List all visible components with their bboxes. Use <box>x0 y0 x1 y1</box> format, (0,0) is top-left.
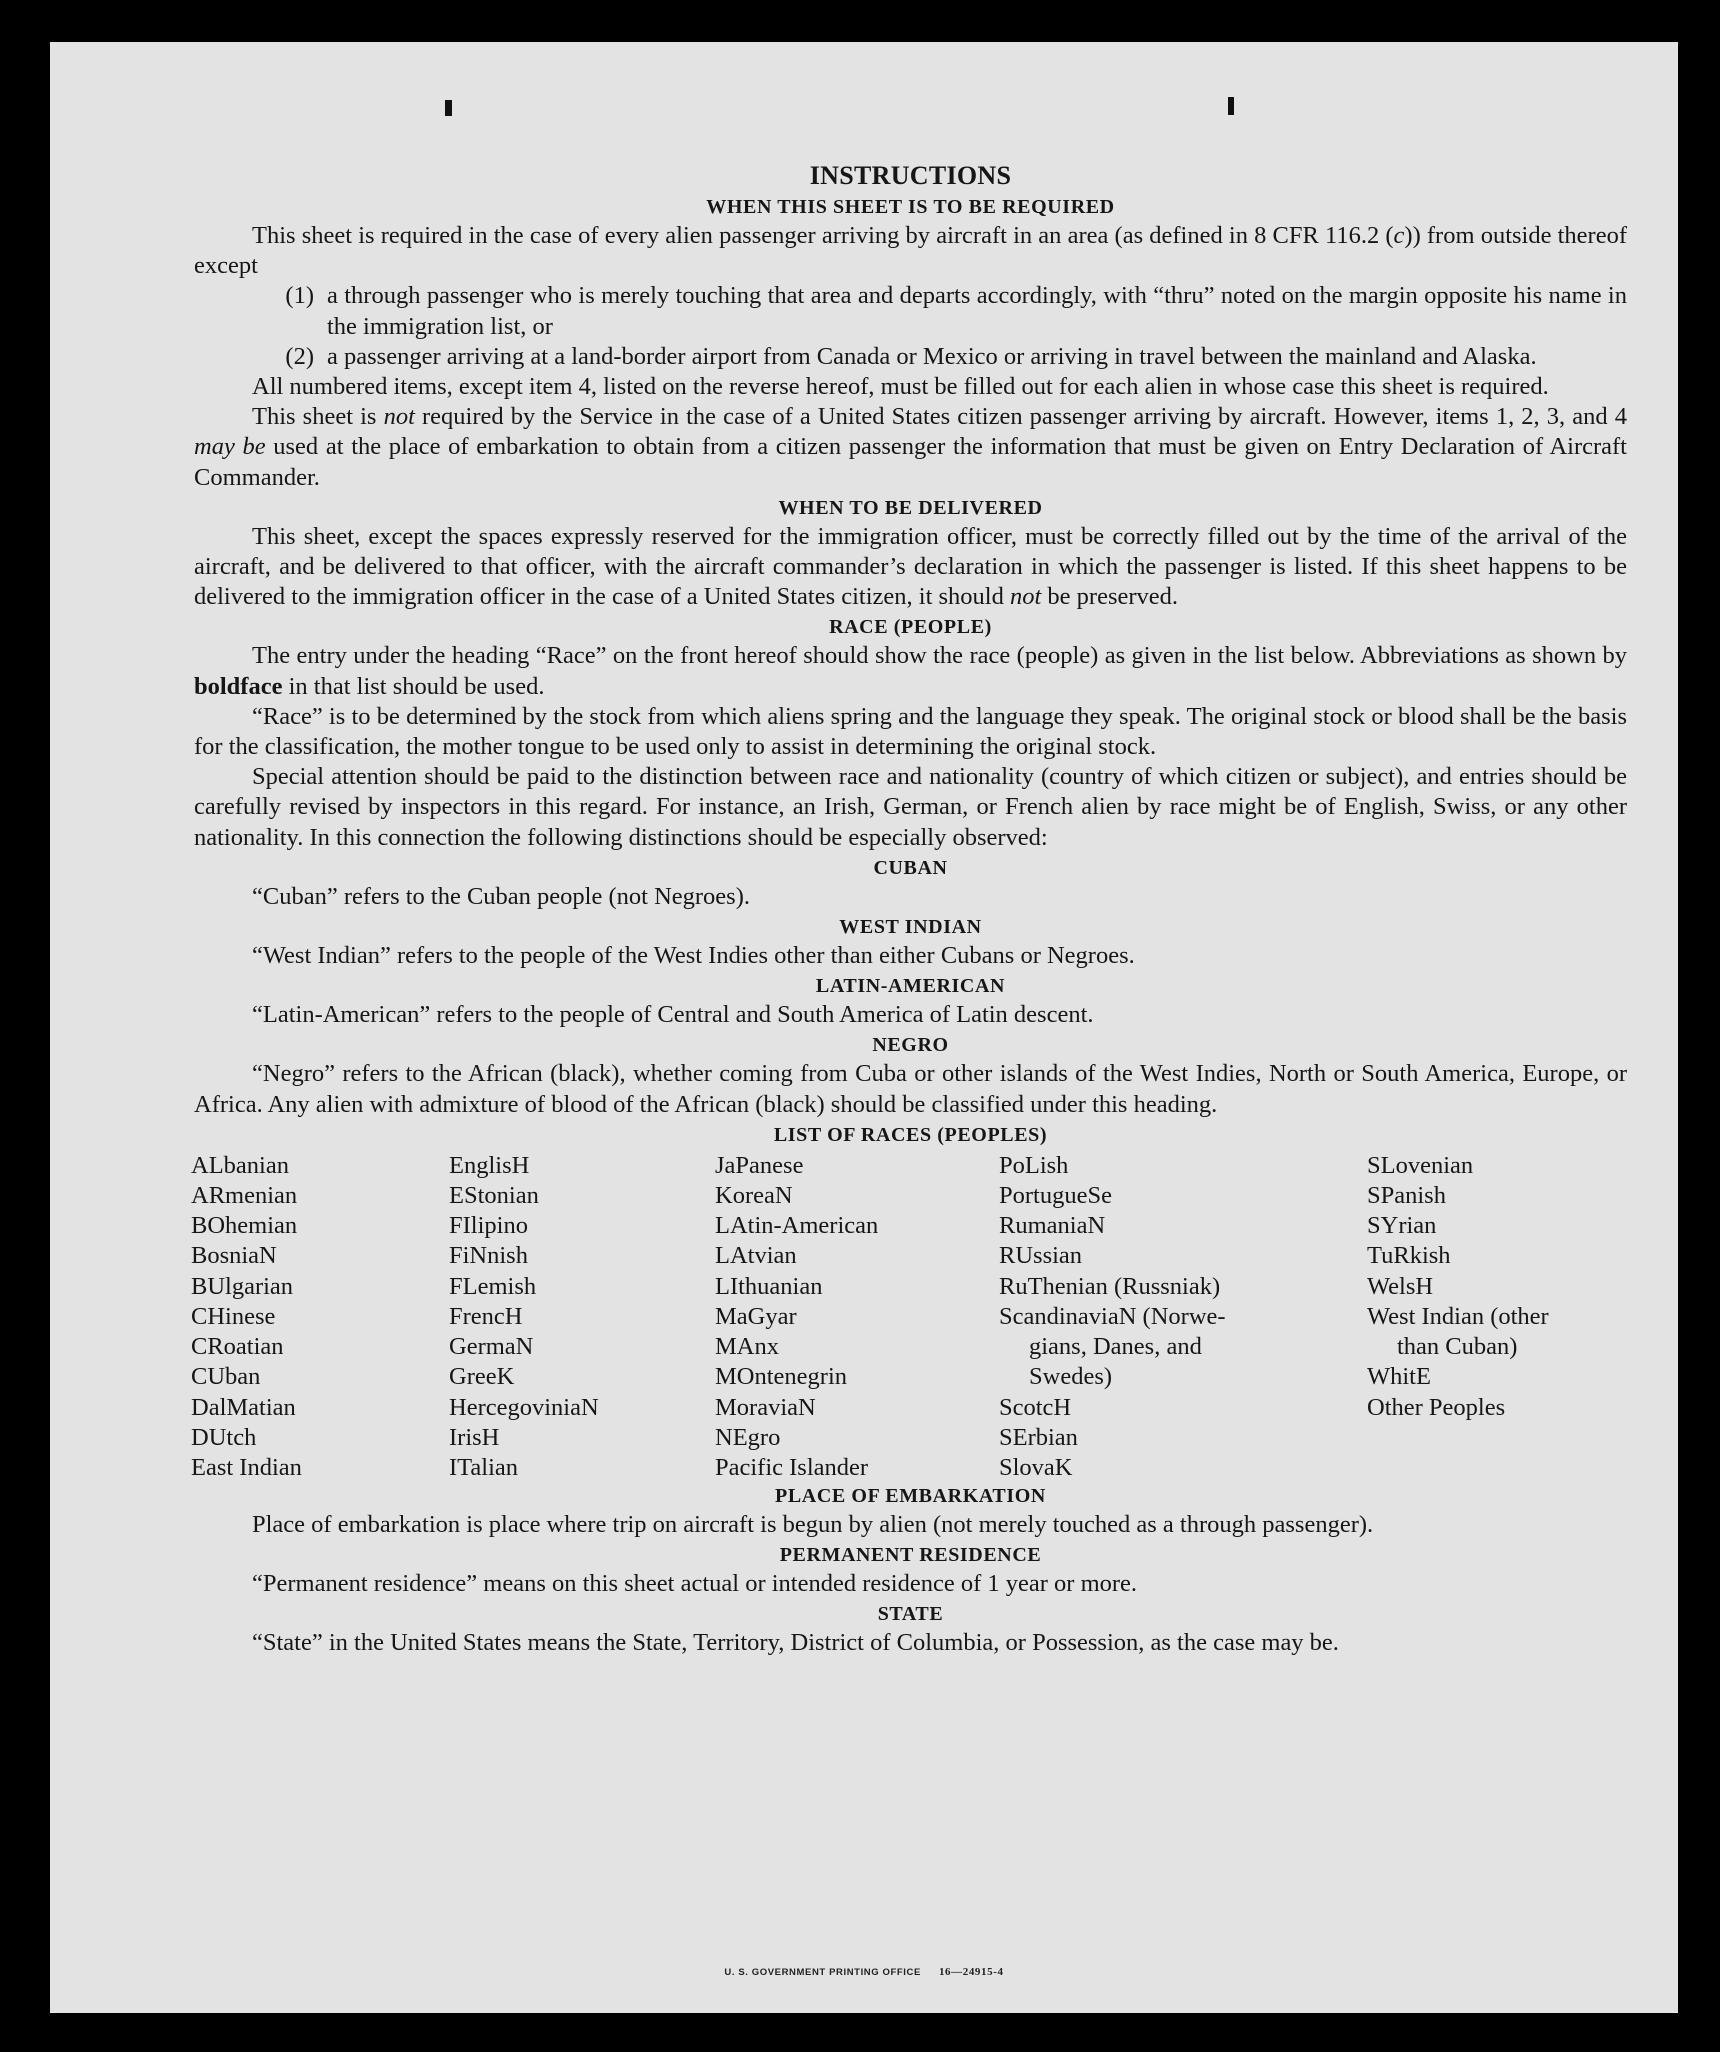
text-run: Special attention should be paid to the distinction between race and nationality (country of which citizen or subject), and entries should be carefully revised by inspectors in this regard. For instance, an Irish, German, or French alien by race might be of English, Swiss, or any other nationality. In this connection the following distinctions should be especially observed: <box>194 763 1627 851</box>
text-run: This sheet, except the spaces expressly reserved for the immigration officer, must be correctly filled out by the time of the arrival of the aircraft, and be delivered to that officer, with the aircraft commander’s declaration in which the passenger is listed. If this sheet happens to be delivered to the immigration officer in the case of a United States citizen, it should <box>194 522 1627 611</box>
race-entry: LAtin-American <box>715 1212 879 1240</box>
section-heading: STATE <box>877 1603 944 1626</box>
race-entry: PoLish <box>999 1151 1069 1179</box>
italic-text: may be <box>194 433 266 461</box>
race-entry: HercegoviniaN <box>449 1393 599 1421</box>
race-entry: IrisH <box>449 1423 500 1451</box>
paragraph <box>194 1000 1627 1030</box>
text-run: “Race” is to be determined by the stock from which aliens spring and the language they speak. The original stock or blood shall be the basis for the classification, the mother tongue to be used only to assist in determining the original stock. <box>194 702 1627 761</box>
race-entry: WelsH <box>1367 1272 1434 1300</box>
section-heading: WHEN TO BE DELIVERED <box>778 496 1043 519</box>
race-entry: FIlipino <box>449 1212 528 1240</box>
race-entry: RuThenian (Russniak) <box>999 1272 1221 1300</box>
race-entry: GreeK <box>449 1363 515 1391</box>
race-column <box>449 1151 599 1483</box>
text-run: required by the Service in the case of a United States citizen passenger arriving by aircraft. However, items 1, 2, 3, and 4 <box>414 403 1627 431</box>
race-column <box>1367 1151 1549 1423</box>
page-title: INSTRUCTIONS <box>809 161 1012 190</box>
race-entry: ScotcH <box>999 1393 1072 1421</box>
race-entry: BUlgarian <box>191 1272 294 1300</box>
race-entry: MaGyar <box>715 1302 797 1330</box>
race-entry: GermaN <box>449 1333 534 1361</box>
paragraph <box>194 702 1627 762</box>
race-entry: ITalian <box>449 1453 519 1481</box>
text-run: used at the place of embarkation to obtain from a citizen passenger the information that must be given on Entry Declaration of Aircraft Commander. <box>194 433 1627 491</box>
race-entry: EStonian <box>449 1182 539 1210</box>
race-entry: JaPanese <box>715 1151 804 1179</box>
section-heading: LATIN-AMERICAN <box>815 975 1006 998</box>
race-entry: SYrian <box>1367 1212 1437 1240</box>
exception-text: a passenger arriving at a land-border airport from Canada or Mexico or arriving in travel between the mainland and Alaska. <box>327 342 1537 370</box>
exception-text: a through passenger who is merely touching that area and departs accordingly, with “thru” noted on the margin opposite his name in the immigration list, or <box>327 282 1627 340</box>
race-entry: SlovaK <box>999 1453 1073 1481</box>
race-column <box>715 1151 878 1483</box>
italic-text: not <box>383 403 415 431</box>
text-run: Place of embarkation is place where trip on aircraft is begun by alien (not merely touched as a through passenger). <box>252 1510 1374 1538</box>
paragraph <box>194 1059 1627 1119</box>
text-run: “Negro” refers to the African (black), whether coming from Cuba or other islands of the West Indies, North or South America, Europe, or Africa. Any alien with admixture of blood of the African (black) should be classified under this heading. <box>194 1060 1627 1118</box>
text-run: This sheet is <box>252 403 384 431</box>
sections-after-list <box>194 1482 1627 1659</box>
section-heading: RACE (PEOPLE) <box>829 616 992 639</box>
race-entry: LIthuanian <box>715 1272 823 1300</box>
text-run: All numbered items, except item 4, listed on the reverse hereof, must be filled out for each alien in whose case this sheet is required. <box>252 373 1549 401</box>
sections-before-list <box>194 193 1627 1120</box>
race-entry: MOntenegrin <box>715 1363 847 1391</box>
race-column <box>191 1151 302 1483</box>
race-entry: FrencH <box>449 1302 523 1330</box>
punch-mark <box>1228 97 1234 115</box>
paragraph <box>194 941 1627 971</box>
document-page <box>50 42 1678 2013</box>
race-entry: FLemish <box>449 1272 537 1300</box>
section-heading: PERMANENT RESIDENCE <box>779 1544 1042 1567</box>
race-entry: SErbian <box>999 1423 1078 1451</box>
printer-imprint: U. S. GOVERNMENT PRINTING OFFICE <box>724 1967 921 1978</box>
race-entry: RumaniaN <box>999 1212 1106 1240</box>
printer-footer <box>50 1966 1678 1978</box>
race-entry: LAtvian <box>715 1242 797 1270</box>
races-heading: LIST OF RACES (PEOPLES) <box>773 1123 1048 1146</box>
text-run: “State” in the United States means the State, Territory, District of Columbia, or Possession, as the case may be. <box>252 1629 1339 1657</box>
race-entry: Pacific Islander <box>715 1453 869 1481</box>
race-entry: CHinese <box>191 1302 276 1330</box>
section-heading: PLACE OF EMBARKATION <box>775 1484 1046 1507</box>
race-entry: DUtch <box>191 1423 257 1451</box>
paragraph <box>194 882 1627 912</box>
race-entry: CUban <box>191 1363 261 1391</box>
race-entry: ALbanian <box>191 1151 289 1179</box>
punch-mark <box>445 100 452 116</box>
race-entry: TuRkish <box>1367 1242 1451 1270</box>
bold-text: boldface <box>194 672 283 700</box>
race-entry: Swedes) <box>1029 1363 1113 1391</box>
race-column <box>999 1151 1226 1483</box>
races-list <box>191 1151 1627 1481</box>
italic-text: c <box>1393 222 1405 249</box>
race-entry: EnglisH <box>449 1151 530 1179</box>
section-heading: WHEN THIS SHEET IS TO BE REQUIRED <box>706 196 1115 218</box>
italic-text: not <box>1009 583 1042 611</box>
race-entry: MoraviaN <box>715 1393 816 1421</box>
paragraph <box>194 762 1627 853</box>
instructions-body <box>191 160 1627 1658</box>
race-entry: WhitE <box>1367 1363 1431 1391</box>
paragraph <box>194 522 1627 613</box>
section-heading: CUBAN <box>873 856 948 879</box>
exception-number: (1) <box>285 282 314 310</box>
paragraph <box>194 221 1627 281</box>
race-entry: DalMatian <box>191 1393 296 1421</box>
race-entry: than Cuban) <box>1397 1333 1518 1361</box>
race-entry: ScandinaviaN (Norwe- <box>999 1302 1226 1330</box>
text-run: “West Indian” refers to the people of the West Indies other than either Cubans or Negroes. <box>252 942 1135 970</box>
race-entry: RUssian <box>999 1242 1083 1270</box>
race-entry: SLovenian <box>1367 1151 1474 1179</box>
race-entry: West Indian (other <box>1367 1302 1549 1330</box>
text-run: )) from outside thereof except <box>194 222 1627 280</box>
text-run: in that list should be used. <box>282 672 545 700</box>
paragraph <box>194 1569 1627 1599</box>
race-entry: MAnx <box>715 1333 779 1361</box>
race-entry: ARmenian <box>191 1182 298 1210</box>
race-entry: BOhemian <box>191 1212 298 1240</box>
paragraph <box>194 641 1627 701</box>
text-run: be preserved. <box>1041 583 1179 611</box>
race-entry: KoreaN <box>715 1182 793 1210</box>
paragraph <box>194 402 1627 493</box>
text-run: The entry under the heading “Race” on the front hereof should show the race (people) as given in the list below. Abbreviations as shown by <box>252 642 1627 670</box>
race-entry: BosniaN <box>191 1242 277 1270</box>
race-entry: FiNnish <box>449 1242 528 1270</box>
paragraph <box>194 372 1627 402</box>
race-entry: East Indian <box>191 1453 302 1481</box>
text-run: This sheet is required in the case of every alien passenger arriving by aircraft in an area (as defined in 8 CFR 116.2 ( <box>252 222 1394 249</box>
race-entry: SPanish <box>1367 1182 1446 1210</box>
paragraph <box>194 1510 1627 1540</box>
section-heading: WEST INDIAN <box>839 916 982 939</box>
text-run: “Latin-American” refers to the people of Central and South America of Latin descent. <box>252 1001 1094 1029</box>
exception-number: (2) <box>285 342 314 370</box>
race-entry: CRoatian <box>191 1333 284 1361</box>
paragraph <box>194 1628 1627 1658</box>
section-heading: NEGRO <box>872 1034 949 1057</box>
text-run: “Cuban” refers to the Cuban people (not Negroes). <box>252 882 750 910</box>
race-entry: NEgro <box>715 1423 781 1451</box>
text-run: “Permanent residence” means on this sheet actual or intended residence of 1 year or more. <box>252 1570 1138 1598</box>
race-entry: gians, Danes, and <box>1029 1333 1202 1361</box>
exception-item <box>194 342 1627 372</box>
form-code: 16—24915-4 <box>938 1966 1004 1978</box>
race-entry: PortugueSe <box>999 1182 1112 1210</box>
exception-item <box>194 281 1627 341</box>
race-entry: Other Peoples <box>1367 1393 1506 1421</box>
